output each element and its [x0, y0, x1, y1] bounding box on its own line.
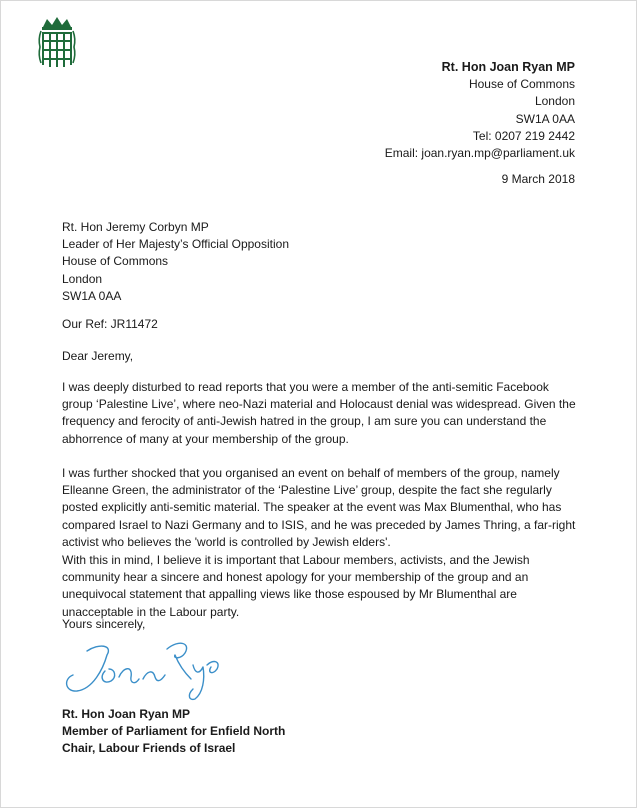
signoff-name: Rt. Hon Joan Ryan MP: [62, 707, 191, 721]
sender-address-line: SW1A 0AA: [515, 111, 575, 126]
portcullis-logo-icon: [37, 15, 77, 69]
letter-date: 9 March 2018: [501, 172, 575, 186]
signoff-title: Member of Parliament for Enfield North: [62, 724, 286, 739]
sender-name: Rt. Hon Joan Ryan MP: [441, 60, 575, 74]
sender-address-line: House of Commons: [468, 77, 575, 92]
sender-email: Email: joan.ryan.mp@parliament.uk: [384, 146, 575, 161]
body-paragraph: I was further shocked that you organised an event on behalf of members of the group, namely Elleanne Green, the administrator of the ‘Palestine Live’ group, despite the fact she regularly posted explicitly anti-semitic material. The speaker at the event was Max Blumenthal, who has compared Israel to Nazi Germany and to ISIS, and he was preceded by James Thring, a far-right activist who believes the 'world is controlled by Jewish elders'.: [62, 466, 576, 549]
recipient-line: Leader of Her Majesty’s Official Opposition: [62, 237, 289, 252]
recipient-line: House of Commons: [62, 254, 169, 269]
handwritten-signature-icon: [59, 629, 229, 701]
signoff-block: [62, 706, 285, 758]
body-paragraph: I was deeply disturbed to read reports that you were a member of the anti-semitic Facebook group ‘Palestine Live’, where neo-Nazi material and Holocaust denial was widespread. Given the frequency and ferocity of anti-Jewish hatred in the group, I am sure you can understand the abhorrence of many at your membership of the group.: [62, 380, 576, 446]
signoff-title: Chair, Labour Friends of Israel: [62, 741, 236, 756]
sender-address-line: London: [534, 94, 575, 109]
sender-block: [385, 59, 575, 162]
recipient-block: [62, 219, 289, 305]
recipient-line: SW1A 0AA: [62, 288, 122, 303]
sender-tel: Tel: 0207 219 2442: [472, 128, 575, 143]
reference-number: Our Ref: JR11472: [62, 317, 158, 331]
salutation: Dear Jeremy,: [62, 349, 134, 363]
closing: Yours sincerely,: [62, 617, 146, 631]
recipient-line: London: [62, 271, 103, 286]
recipient-line: Rt. Hon Jeremy Corbyn MP: [62, 220, 209, 234]
body-paragraph: With this in mind, I believe it is important that Labour members, activists, and the Jewish community hear a sincere and honest apology for your membership of the group and an unequivocal statement that appalling views like those espoused by Mr Blumenthal are unacceptable in the Labour party.: [62, 553, 530, 619]
